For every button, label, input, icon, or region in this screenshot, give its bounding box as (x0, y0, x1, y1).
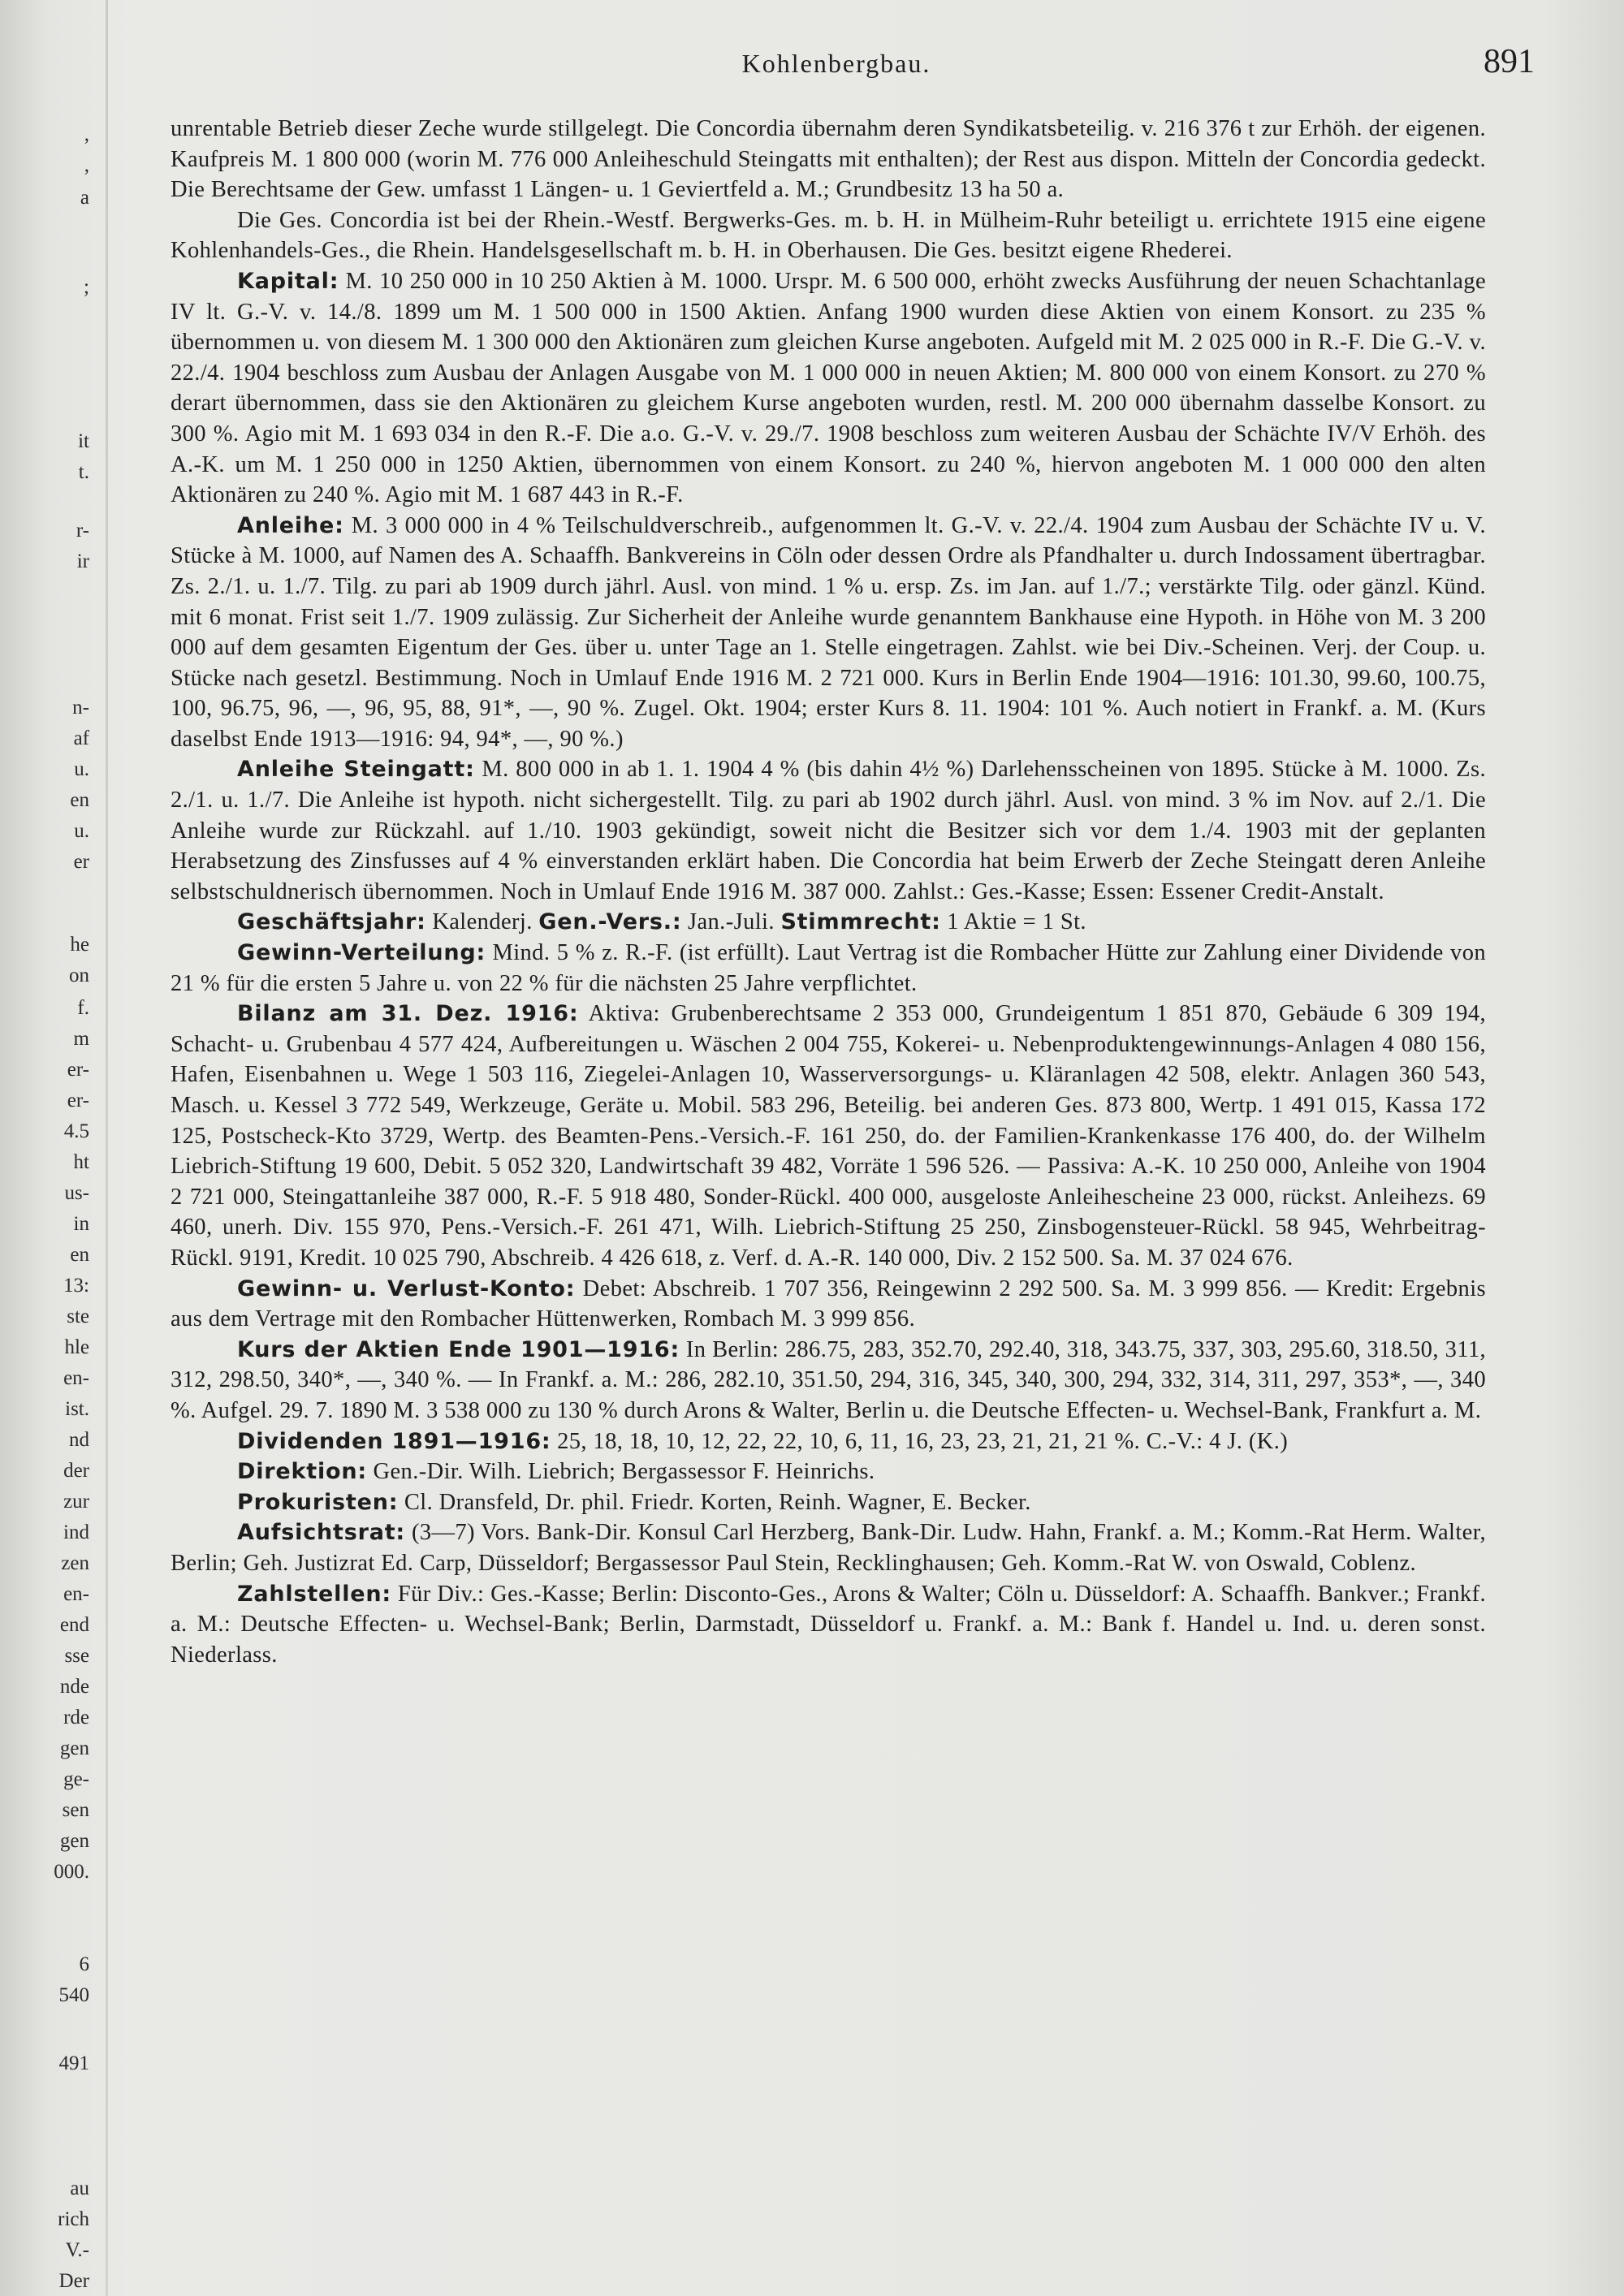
margin-fragment: r- (76, 520, 89, 542)
section-heading: Anleihe: (237, 512, 344, 538)
section-text: Gen.-Dir. Wilh. Liebrich; Bergassessor F. Heinrichs. (373, 1459, 875, 1485)
margin-fragment: ge- (63, 1768, 89, 1790)
paragraph-text: Die Ges. Concordia ist bei der Rhein.-Westf. Bergwerks-Ges. m. b. H. in Mülheim-Ruhr beteiligt u. errichtete 1915 eine eigene Kohlenhandels-Ges., die Rhein. Handelsgesellschaft m. b. H. in Oberhausen. Die Ges. besitzt eigene Rhederei. (171, 207, 1486, 264)
margin-fragment: nde (59, 1676, 89, 1698)
margin-fragment: rde (63, 1707, 89, 1728)
margin-fragment: sse (64, 1645, 89, 1667)
section-heading: Direktion: (237, 1459, 367, 1485)
margin-fragment: ; (84, 276, 89, 298)
margin-fragment: on (69, 965, 89, 986)
margin-fragment: 540 (58, 1984, 89, 2006)
section-text: M. 3 000 000 in 4 % Teilschuldverschreib., aufgenommen lt. G.-V. v. 22./4. 1904 zum Ausbau der Schächte IV u. V. Stücke à M. 1000, auf Namen des A. Schaaffh. Bankvereins in Cöln oder dessen Ordre als Pfandhalter u. durch Indossament übertragbar. Zs. 2./1. u. 1./7. Tilg. zu pari ab 1909 durch jährl. Ausl. von mind. 1 % u. ersp. Zs. im Jan. auf 1./7.; verstärkte Tilg. oder gänzl. Künd. mit 6 monat. Frist seit 1./7. 1909 zulässig. Zur Sicherheit der Anleihe wurde genanntem Bankhause eine Hypoth. in Höhe von M. 3 200 000 auf dem gesamten Eigentum der Ges. über u. unter Tage an 1. Stelle eingetragen. Zahlst. wie bei Div.-Scheinen. Verj. der Coup. u. Stücke nach gesetzl. Bestimmung. Noch in Umlauf Ende 1916 M. 2 721 000. Kurs in Berlin Ende 1904—1916: 101.30, 99.60, 100.75, 100, 96.75, 96, —, 96, 95, 88, 91*, —, 90 %. Zugel. Okt. 1904; erster Kurs 8. 11. 1904: 101 %. Auch notiert in Frankf. a. M. (Kurs daselbst Ende 1913—1916: 94, 94*, —, 90 %.) (171, 512, 1486, 752)
section-text: Für Div.: Ges.-Kasse; Berlin: Disconto-Ges., Arons & Walter; Cöln u. Düsseldorf: A. Schaaffh. Bankver.; Frankf. a. M.: Deutsche Effecten- u. Wechsel-Bank; Berlin, Darmstadt, Düsseldorf u. Frankf. a. M.: Bank f. Handel u. Ind. u. deren sonst. Niederlass. (171, 1581, 1487, 1668)
section-text: Cl. Dransfeld, Dr. phil. Friedr. Korten, Reinh. Wagner, E. Becker. (404, 1489, 1031, 1515)
margin-fragment: us- (64, 1182, 89, 1204)
margin-fragment: 000. (54, 1861, 89, 1883)
section-heading: Gen.-Vers.: (538, 909, 682, 935)
margin-fragment: ste (67, 1306, 89, 1327)
section-prokuristen (171, 1487, 1486, 1518)
margin-fragment: u. (74, 758, 89, 780)
section-heading: Kurs der Aktien Ende 1901—1916: (237, 1336, 680, 1362)
margin-fragment: t. (78, 461, 89, 483)
paragraph-holdings (171, 205, 1486, 266)
section-text: Aktiva: Grubenberechtsame 2 353 000, Grundeigentum 1 851 870, Gebäude 6 309 194, Schacht- u. Grubenbau 4 577 424, Aufbereitungen u. Wäschen 2 004 755, Kokerei- u. Nebenproduktengewinnungs-Anlagen 4 080 156, Hafen, Eisenbahnen u. Wege 1 503 116, Ziegelei-Anlagen 10, Wasserversorgungs- u. Kläranlagen 42 508, elektr. Anlagen 360 543, Masch. u. Kessel 3 772 549, Werkzeuge, Geräte u. Mobil. 583 296, Beteilig. bei anderen Ges. 873 800, Wertp. 1 491 015, Kassa 172 125, Postscheck-Kto 3729, Wertp. des Beamten-Pens.-Versich.-F. 161 250, do. der Familien-Krankenkasse 176 400, do. der Wilhelm Liebrich-Stiftung 19 600, Debit. 5 052 320, Landwirtschaft 39 482, Vorräte 1 596 526. — Passiva: A.-K. 10 250 000, Anleihe von 1904 2 721 000, Steingattanleihe 387 000, R.-F. 5 918 480, Sonder-Rückl. 400 000, ausgeloste Anleihescheine 23 000, rückst. Anleihezs. 69 460, unerh. Div. 155 970, Pens.-Versich.-F. 261 471, Wilh. Liebrich-Stiftung 25 250, Zinsbogensteuer-Rückl. 58 945, Wehrbeitrag-Rückl. 9191, Kredit. 10 025 790, Abschreib. 4 426 618, z. Verf. d. A.-R. 140 000, Div. 2 152 500. Sa. M. 37 024 676. (171, 1001, 1486, 1271)
margin-fragment: u. (74, 820, 89, 842)
margin-fragment: f. (77, 997, 89, 1019)
margin-fragment: n- (72, 697, 89, 719)
section-gewinn-verteilung (171, 938, 1486, 999)
margin-fragment: ir (76, 550, 89, 572)
section-kurs-aktien (171, 1335, 1486, 1426)
margin-fragment: end (59, 1614, 89, 1636)
section-text: Kalenderj. (432, 909, 533, 935)
section-anleihe (171, 511, 1486, 755)
section-geschaeftsjahr (171, 907, 1486, 938)
margin-fragment: it (78, 430, 89, 452)
section-kapital (171, 266, 1486, 511)
margin-fragment: 4.5 (63, 1120, 89, 1142)
margin-fragment: zen (61, 1552, 89, 1574)
section-heading: Gewinn- u. Verlust-Konto: (237, 1275, 576, 1301)
paragraph-text: unrentable Betrieb dieser Zeche wurde stillgelegt. Die Concordia übernahm deren Syndikatsbeteilig. v. 216 376 t zur Erhöh. der eigenen. Kaufpreis M. 1 800 000 (worin M. 776 000 Anleiheschuld Steingatts mit enthalten); der Rest aus dispon. Mitteln der Concordia gedeckt. Die Berechtsame der Gew. umfasst 1 Längen- u. 1 Geviertfeld a. M.; Grundbesitz 13 ha 50 a. (171, 116, 1486, 203)
page-header (171, 42, 1535, 91)
margin-fragment: en (70, 1244, 89, 1266)
margin-fragment: gen (59, 1737, 89, 1759)
margin-fragment: en- (63, 1583, 89, 1605)
margin-fragment: hle (64, 1336, 89, 1358)
section-heading: Geschäftsjahr: (237, 909, 426, 935)
margin-fragment: , (84, 123, 89, 145)
margin-fragment: af (73, 727, 89, 749)
section-heading: Bilanz am 31. Dez. 1916: (237, 1001, 579, 1027)
section-heading: Anleihe Steingatt: (237, 757, 475, 783)
section-heading: Kapital: (237, 268, 339, 294)
section-dividenden (171, 1426, 1486, 1457)
section-text: 25, 18, 18, 10, 12, 22, 22, 10, 6, 11, 16, 23, 23, 21, 21, 21 %. C.-V.: 4 J. (K.) (557, 1428, 1289, 1454)
margin-fragment: 13: (63, 1275, 89, 1297)
section-heading: Zahlstellen: (237, 1581, 392, 1607)
section-heading: Gewinn-Verteilung: (237, 940, 486, 966)
margin-fragment: 491 (58, 2052, 89, 2074)
page-number: 891 (1484, 43, 1535, 80)
margin-fragment: zur (63, 1491, 89, 1513)
section-text: Debet: Abschreib. 1 707 356, Reingewinn 2 292 500. Sa. M. 3 999 856. — Kredit: Ergebnis aus dem Vertrage mit den Rombacher Hüttenwerken, Rombach M. 3 999 856. (171, 1275, 1487, 1332)
margin-fragment: a (80, 187, 89, 209)
margin-fragment: , (84, 154, 89, 176)
section-direktion (171, 1457, 1486, 1487)
section-text: In Berlin: 286.75, 283, 352.70, 292.40, 318, 343.75, 337, 303, 295.60, 318.50, 311, 312, 298.50, 340*, —, 340 %. — In Frankf. a. M.: 286, 282.10, 351.50, 294, 316, 345, 340, 300, 294, 332, 314, 311, 297, 353*, —, 340 %. Aufgel. 29. 7. 1890 M. 3 538 000 zu 130 % durch Arons & Walter, Berlin u. die Deutsche Effecten- u. Wechsel-Bank, Frankfurt a. M. (171, 1336, 1486, 1423)
margin-fragment: ht (73, 1151, 89, 1173)
section-heading: Prokuristen: (237, 1489, 399, 1515)
section-gewinn-verlust (171, 1274, 1486, 1335)
margin-fragment: er- (67, 1059, 89, 1081)
margin-fragment: sen (62, 1799, 89, 1821)
article-body (171, 114, 1486, 1670)
margin-fragment: er- (67, 1090, 89, 1111)
section-text: M. 10 250 000 in 10 250 Aktien à M. 1000. Urspr. M. 6 500 000, erhöht zwecks Ausführung der neuen Schachtanlage IV lt. G.-V. v. 14./8. 1899 um M. 1 500 000 in 1500 Aktien. Anfang 1900 wurden diese Aktien von einem Konsort. zu 235 % übernommen u. von diesem M. 1 300 000 den Aktionären zum gleichen Kurse angeboten. Aufgeld mit M. 2 025 000 in R.-F. Die G.-V. v. 22./4. 1904 beschloss zum Ausbau der Anlagen Ausgabe von M. 1 000 000 in neuen Aktien; M. 800 000 von einem Konsort. zu 270 % derart übernommen, dass sie den Aktionären zu gleichem Kurse angeboten wurden, restl. M. 200 000 übernahm dasselbe Konsort. zu 300 %. Agio mit M. 1 693 034 in den R.-F. Die a.o. G.-V. v. 29./7. 1908 beschloss zum weiteren Ausbau der Schächte IV/V Erhöh. des A.-K. um M. 1 250 000 in 1250 Aktien, übernommen von einem Konsort. zu 240 %, hiervon angeboten M. 1 000 000 den alten Aktionären zu 240 %. Agio mit M. 1 687 443 in R.-F. (171, 268, 1486, 508)
margin-fragment: er (73, 851, 89, 873)
section-aufsichtsrat (171, 1517, 1486, 1578)
section-text: (3—7) Vors. Bank-Dir. Konsul Carl Herzberg, Bank-Dir. Ludw. Hahn, Frankf. a. M.; Komm.-Rat Herm. Walter, Berlin; Geh. Justizrat Ed. Carp, Düsseldorf; Bergassessor Paul Stein, Recklinghausen; Geh. Komm.-Rat W. von Oswald, Coblenz. (171, 1520, 1486, 1576)
margin-fragment: ist. (65, 1398, 89, 1420)
section-heading: Stimmrecht: (780, 909, 941, 935)
paragraph-sale-of-steingatt (171, 114, 1486, 205)
page-fold-shadow (106, 0, 108, 2296)
margin-fragment: ind (63, 1521, 89, 1543)
margin-fragment: Der (58, 2270, 89, 2292)
section-text: M. 800 000 in ab 1. 1. 1904 4 % (bis dahin 4½ %) Darlehensscheinen von 1895. Stücke à M. 1000. Zs. 2./1. u. 1./7. Die Anleihe ist hypoth. nicht sichergestellt. Tilg. zu pari ab 1902 durch jährl. Ausl. von mind. 3 % im Nov. auf 2./1. Die Anleihe wurde zur Rückzahl. auf 1./10. 1903 gekündigt, soweit nicht die Besitzer sich vor dem 1./4. 1903 mit der geplanten Herabsetzung des Zinsfusses auf 4 % einverstanden erklärt haben. Die Concordia hat beim Erwerb der Zeche Steingatt deren Anleihe selbstschuldnerisch übernommen. Noch in Umlauf Ende 1916 M. 387 000. Zahlst.: Ges.-Kasse; Essen: Essener Credit-Anstalt. (171, 757, 1486, 904)
margin-fragment: en (70, 789, 89, 811)
margin-fragment: au (70, 2177, 89, 2199)
section-bilanz (171, 999, 1486, 1273)
section-text: 1 Aktie = 1 St. (947, 909, 1086, 935)
margin-fragment: gen (59, 1830, 89, 1852)
margin-fragment: he (70, 934, 89, 956)
section-zahlstellen (171, 1579, 1486, 1671)
margin-fragment: nd (69, 1429, 89, 1451)
section-anleihe-steingatt (171, 754, 1486, 907)
section-text: Mind. 5 % z. R.-F. (ist erfüllt). Laut Vertrag ist die Rombacher Hütte zur Zahlung einer Dividende von 21 % für die ersten 5 Jahre u. von 22 % für die nächsten 25 Jahre verpflichtet. (171, 940, 1486, 996)
margin-fragment: V.- (65, 2239, 89, 2261)
section-heading: Dividenden 1891—1916: (237, 1428, 551, 1454)
margin-fragment: m (73, 1028, 89, 1050)
margin-fragment: rich (58, 2208, 89, 2230)
margin-fragment: in (73, 1213, 89, 1235)
section-text: Jan.-Juli. (687, 909, 775, 935)
margin-fragment: 6 (79, 1953, 89, 1975)
section-heading: Aufsichtsrat: (237, 1520, 406, 1546)
running-title: Kohlenbergbau. (741, 49, 931, 78)
margin-fragment: der (63, 1460, 89, 1482)
margin-fragment: en- (63, 1367, 89, 1389)
